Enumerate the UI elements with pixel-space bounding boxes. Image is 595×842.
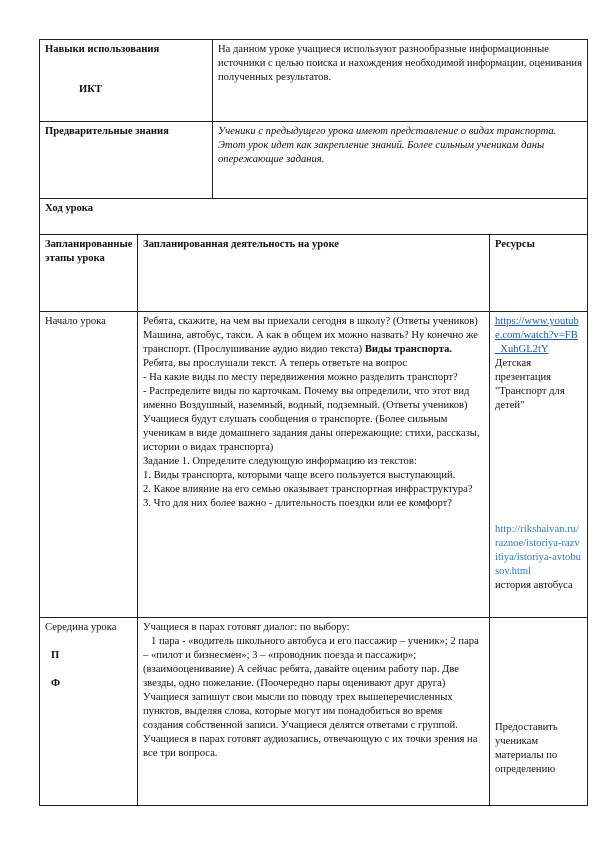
rikshaivan-link[interactable]: http://rikshaivan.ru/raznoe/istoriya-razvitiya/istoriya-avtobusov.html — [495, 523, 581, 577]
stages-header: Запланированные этапы урока — [45, 239, 133, 264]
start-line-0: Ребята, скажите, на чем вы приехали сегодня в школу? (Ответы учеников) Машина, автобус, такси. А как в общем их можно назвать? Ну конечно же транспорт. (Прослушивание аудио видио текста) Виды транспорта. — [143, 316, 478, 355]
middle-resources-cell — [490, 618, 588, 806]
activity-header-cell — [138, 235, 490, 312]
start-line-8: 3. Что для них более важно - длительность поездки или ее комфорт? — [143, 497, 452, 509]
prior-text-cell — [213, 122, 588, 199]
middle-row — [40, 618, 588, 806]
start-line-6: 1. Виды транспорта, которыми чаще всего пользуется выступающий. — [143, 469, 456, 481]
ikt-text-cell — [213, 40, 588, 122]
ikt-text: На данном уроке учащиеся используют разнообразные информационные источники с целью поиска и нахождения необходимой информации, оценивания полученных результатов. — [218, 44, 582, 83]
start-row — [40, 312, 588, 618]
course-row — [40, 199, 588, 235]
youtube-link[interactable]: https://www.youtube.com/watch?v=FB_XuhGL2tY — [495, 316, 579, 355]
activity-header: Запланированная деятельность на уроке — [143, 239, 340, 250]
start-line-1: Ребята, вы прослушали текст. А теперь ответьте на вопрос — [143, 357, 408, 369]
ikt-label-cell — [40, 40, 213, 122]
stages-header-cell — [40, 235, 138, 312]
middle-activity-cell — [138, 618, 490, 806]
start-line-2: - На какие виды по месту передвижения можно разделить транспорт? — [143, 371, 458, 383]
middle-line-1: 1 пара - «водитель школьного автобуса и его пассажир – ученик»; 2 пара – «пилот и бизнесмен»; 3 – «проводник поезда и пассажир»; — [143, 635, 479, 661]
prior-label: Предварительные знания — [45, 126, 169, 137]
middle-line-2: (взаимооценивание) А сейчас ребята, давайте оценим работу пар. Две звезды, одно пожелание. (Поочередно пары оценивают друг друга) — [143, 663, 459, 689]
start-line-3: - Распределите виды по карточкам. Почему вы определили, что этот вид именно Воздушный, наземный, водный, подземный. (Ответы учеников) — [143, 385, 470, 411]
start-stage: Начало урока — [45, 316, 106, 327]
start-line-4: Учащиеся будут слушать сообщения о транспорте. (Более сильным ученикам в виде домашнего задания даны опережающие: стихи, рассказы, истории о видах транспорта) — [143, 413, 480, 453]
ikt-label: Навыки использования — [45, 44, 160, 55]
course-cell — [40, 199, 588, 235]
prior-knowledge-row — [40, 122, 588, 199]
resources-header-cell — [490, 235, 588, 312]
ikt-label-2: ИКТ — [79, 83, 102, 95]
middle-line-3: Учащиеся запишут свои мысли по поводу трех вышеперечисленных пунктов, выделяя слова, которые могут им понадобиться во время создания собственной записи. Учащиеся делятся ответами с группой. Учащиеся в парах готовят аудиозапись, отвечающую с их точки зрения на все три вопроса. — [143, 691, 478, 759]
prior-text: Ученики с предыдущего урока имеют представление о видах транспорта. Этот урок идет как закрепление знаний. Более сильным ученикам даны опережающие задания. — [218, 126, 557, 165]
start-activity-cell — [138, 312, 490, 618]
prior-label-cell — [40, 122, 213, 199]
middle-stage-cell — [40, 618, 138, 806]
course-label: Ход урока — [45, 203, 94, 214]
middle-stage: Середина урока — [45, 622, 117, 633]
start-resources-cell — [490, 312, 588, 618]
letter-p: П — [51, 649, 60, 661]
middle-resource: Предоставить ученикам материалы по определению — [495, 722, 558, 775]
presentation-text: Детская презентация "Транспорт для детей" — [495, 357, 565, 411]
start-line-5: Задание 1. Определите следующую информацию из текстов: — [143, 455, 417, 467]
bus-history-text: история автобуса — [495, 579, 573, 591]
resources-header: Ресурсы — [495, 239, 535, 250]
topic-bold: Виды транспорта. — [364, 343, 453, 355]
middle-line-0: Учащиеся в парах готовят диалог: по выбору: — [143, 622, 350, 633]
start-stage-cell — [40, 312, 138, 618]
start-line-7: 2. Какое влияние на его семью оказывает транспортная инфраструктура? — [143, 483, 473, 495]
letter-f: Ф — [51, 677, 61, 689]
ikt-row — [40, 40, 588, 122]
header-row — [40, 235, 588, 312]
lesson-plan-table — [39, 39, 588, 806]
